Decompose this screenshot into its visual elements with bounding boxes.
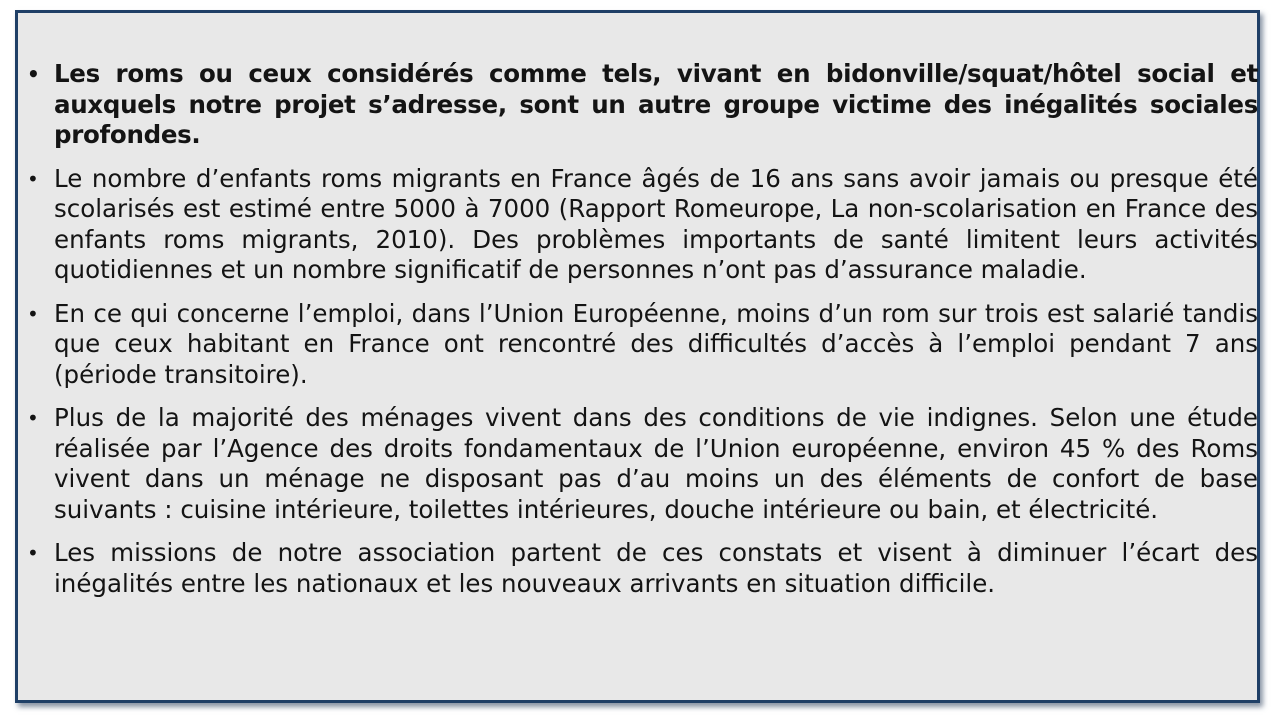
bullet-text: Les missions de notre association partent de ces constats et visent à diminuer l’écart des inégalités entre les nationaux et les nouveaux arrivants en situation difficile. <box>54 538 1258 598</box>
bullet-text: En ce qui concerne l’emploi, dans l’Union Européenne, moins d’un rom sur trois est salarié tandis que ceux habitant en France ont rencontré des difficultés d’accès à l’emploi pendant 7 ans (période transitoire). <box>54 298 1258 389</box>
bullet-item-intro <box>26 59 1258 151</box>
bullet-item-housing <box>26 403 1258 525</box>
bullet-icon: • <box>27 541 39 565</box>
bullet-text: Le nombre d’enfants roms migrants en France âgés de 16 ans sans avoir jamais ou presque été scolarisés est estimé entre 5000 à 7000 (Rapport Romeurope, La non-scolarisation en France des enfants roms migrants, 2010). Des problèmes importants de santé limitent leurs activités quotidiennes et un nombre significatif de personnes n’ont pas d’assurance maladie. <box>54 163 1258 284</box>
slide-frame <box>15 10 1260 703</box>
bullet-icon: • <box>27 166 39 191</box>
bullet-item-children-schooling <box>26 164 1258 286</box>
bullet-item-employment <box>26 299 1258 391</box>
bullet-icon: • <box>27 62 40 86</box>
bullet-icon: • <box>27 406 39 430</box>
bullet-icon: • <box>27 301 39 326</box>
bullet-list <box>26 59 1258 612</box>
bullet-text: Les roms ou ceux considérés comme tels, vivant en bidonville/squat/hôtel social et auxquels notre projet s’adresse, sont un autre groupe victime des inégalités sociales profondes. <box>54 59 1258 149</box>
bullet-text: Plus de la majorité des ménages vivent dans des conditions de vie indignes. Selon une étude réalisée par l’Agence des droits fondamentaux de l’Union européenne, environ 45 % des Roms vivent dans un ménage ne disposant pas d’au moins un des éléments de confort de base suivants : cuisine intérieure, toilettes intérieures, douche intérieure ou bain, et électricité. <box>54 403 1258 524</box>
bullet-item-missions <box>26 538 1258 599</box>
